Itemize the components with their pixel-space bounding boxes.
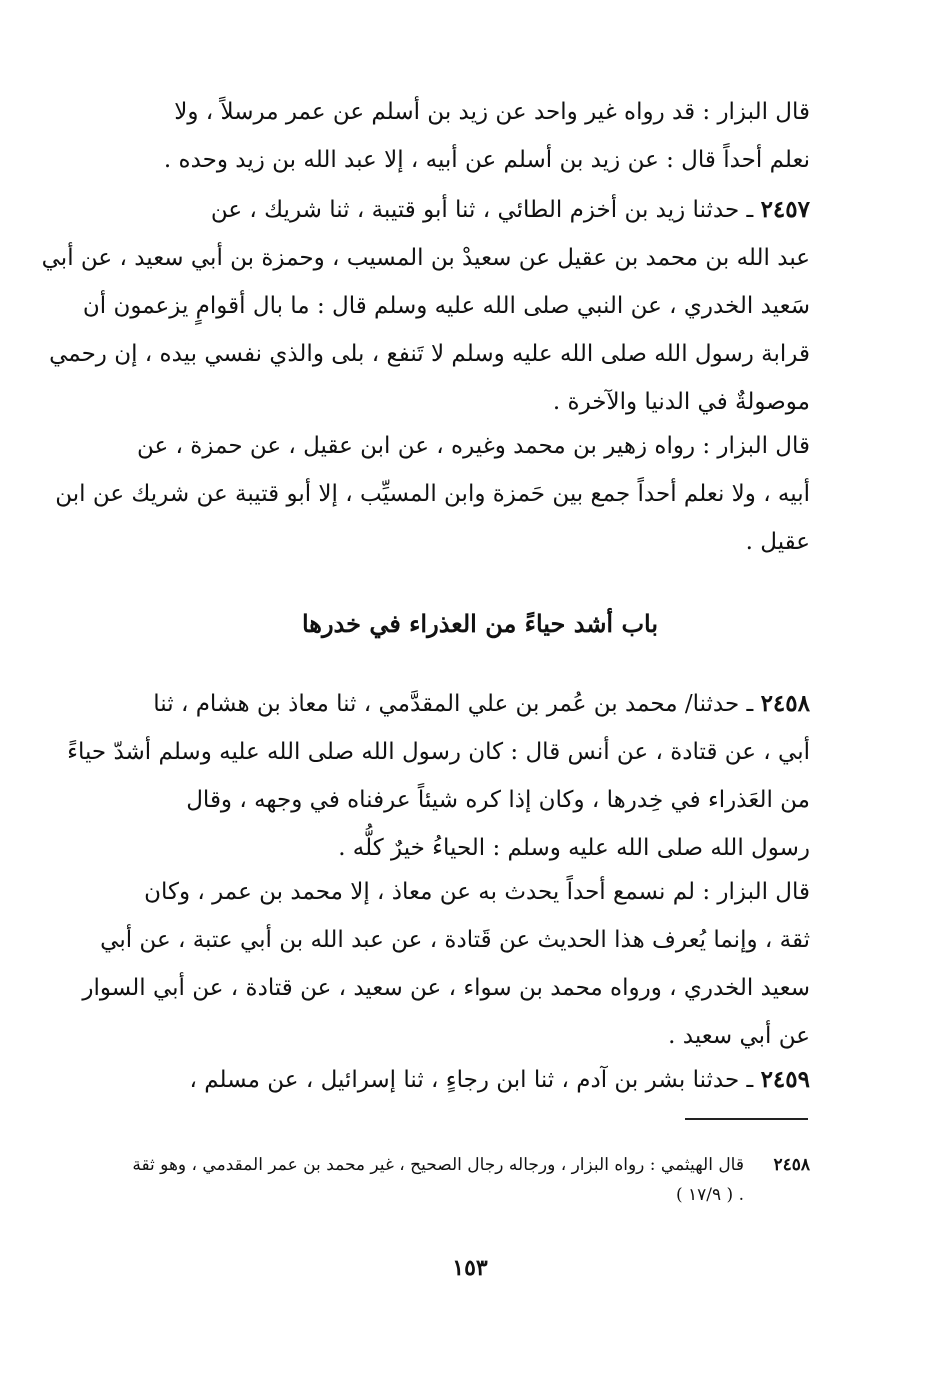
footnote-line (150, 1180, 810, 1210)
page-number: ١٥٣ (452, 1255, 488, 1281)
hadith-text: ـ حدثنا بشر بن آدم ، ثنا ابن رجاءٍ ، ثنا إسرائيل ، عن مسلم ، (189, 1067, 754, 1093)
chapter-heading: باب أشد حياءً من العذراء في خدرها (301, 609, 659, 638)
text-line: موصولةٌ في الدنيا والآخرة . (552, 389, 810, 415)
hadith-2457 (41, 186, 810, 426)
text-line: سَعيد الخدري ، عن النبي صلى الله عليه وسلم قال : ما بال أقوامٍ يزعمون أن (82, 293, 810, 319)
hadith-number: ٢٤٥٧ (760, 196, 810, 223)
footnote-2458 (132, 1150, 810, 1210)
hadith-text: ـ حدثنا زيد بن أخزم الطائي ، ثنا أبو قتيبة ، ثنا شريك ، عن (210, 197, 754, 223)
footnote-number: ٢٤٥٨ (773, 1155, 810, 1175)
text-line: قال البزار : قد رواه غير واحد عن زيد بن أسلم عن عمر مرسلاً ، ولا (174, 99, 810, 125)
text-line: قال البزار : لم نسمع أحداً يحدث به عن معاذ ، إلا محمد بن عمر ، وكان (144, 879, 810, 905)
hadith-2459 (150, 1056, 810, 1104)
hadith-2458 (67, 680, 810, 872)
hadith-number: ٢٤٥٨ (760, 690, 810, 717)
footnote-text: . ( ١٧/٩ ) (675, 1185, 744, 1205)
hadith-text: ـ حدثنا/ محمد بن عُمر بن علي المقدَّمي ، ثنا معاذ بن هشام ، ثنا (153, 691, 754, 717)
text-line: رسول الله صلى الله عليه وسلم : الحياءُ خيرٌ كلُّه . (338, 835, 810, 861)
footnote-text: قال الهيثمي : رواه البزار ، ورجاله رجال الصحيح ، غير محمد بن عمر المقدمي ، وهو ثقة (132, 1155, 744, 1175)
text-line: قال البزار : رواه زهير بن محمد وغيره ، عن ابن عقيل ، عن حمزة ، عن (137, 433, 810, 459)
text-line (150, 186, 810, 234)
paragraph-bazzar-note-3 (82, 868, 810, 1060)
text-line (150, 1056, 810, 1104)
text-line: نعلم أحداً قال : عن زيد بن أسلم عن أبيه ، إلا عبد الله بن زيد وحده . (163, 147, 810, 173)
footnote-separator (685, 1118, 808, 1120)
text-line: عن أبي سعيد . (668, 1023, 810, 1049)
paragraph-bazzar-note-1 (150, 88, 810, 184)
text-line: أبيه ، ولا نعلم أحداً جمع بين حَمزة وابن المسيِّب ، إلا أبو قتيبة عن شريك عن ابن (55, 481, 810, 507)
text-line: قرابة رسول الله صلى الله عليه وسلم لا تَنفع ، بلى والذي نفسي بيده ، إن رحمي (49, 341, 810, 367)
text-line: عقيل . (745, 529, 810, 555)
paragraph-bazzar-note-2 (55, 422, 810, 566)
hadith-number: ٢٤٥٩ (760, 1066, 810, 1093)
text-line: سعيد الخدري ، ورواه محمد بن سواء ، عن سعيد ، عن قتادة ، عن أبي السوار (82, 975, 810, 1001)
text-line (150, 680, 810, 728)
text-line: أبي ، عن قتادة ، عن أنس قال : كان رسول الله صلى الله عليه وسلم أشدّ حياءً (67, 739, 810, 765)
text-line: عبد الله بن محمد بن عقيل عن سعيدْ بن المسيب ، وحمزة بن أبي سعيد ، عن أبي (41, 245, 810, 271)
footnote-line (132, 1150, 810, 1180)
text-line: من العَذراء في خِدرها ، وكان إذا كره شيئاً عرفناه في وجهه ، وقال (186, 787, 810, 813)
text-line: ثقة ، وإنما يُعرف هذا الحديث عن قَتادة ، عن عبد الله بن أبي عتبة ، عن أبي (100, 927, 810, 953)
